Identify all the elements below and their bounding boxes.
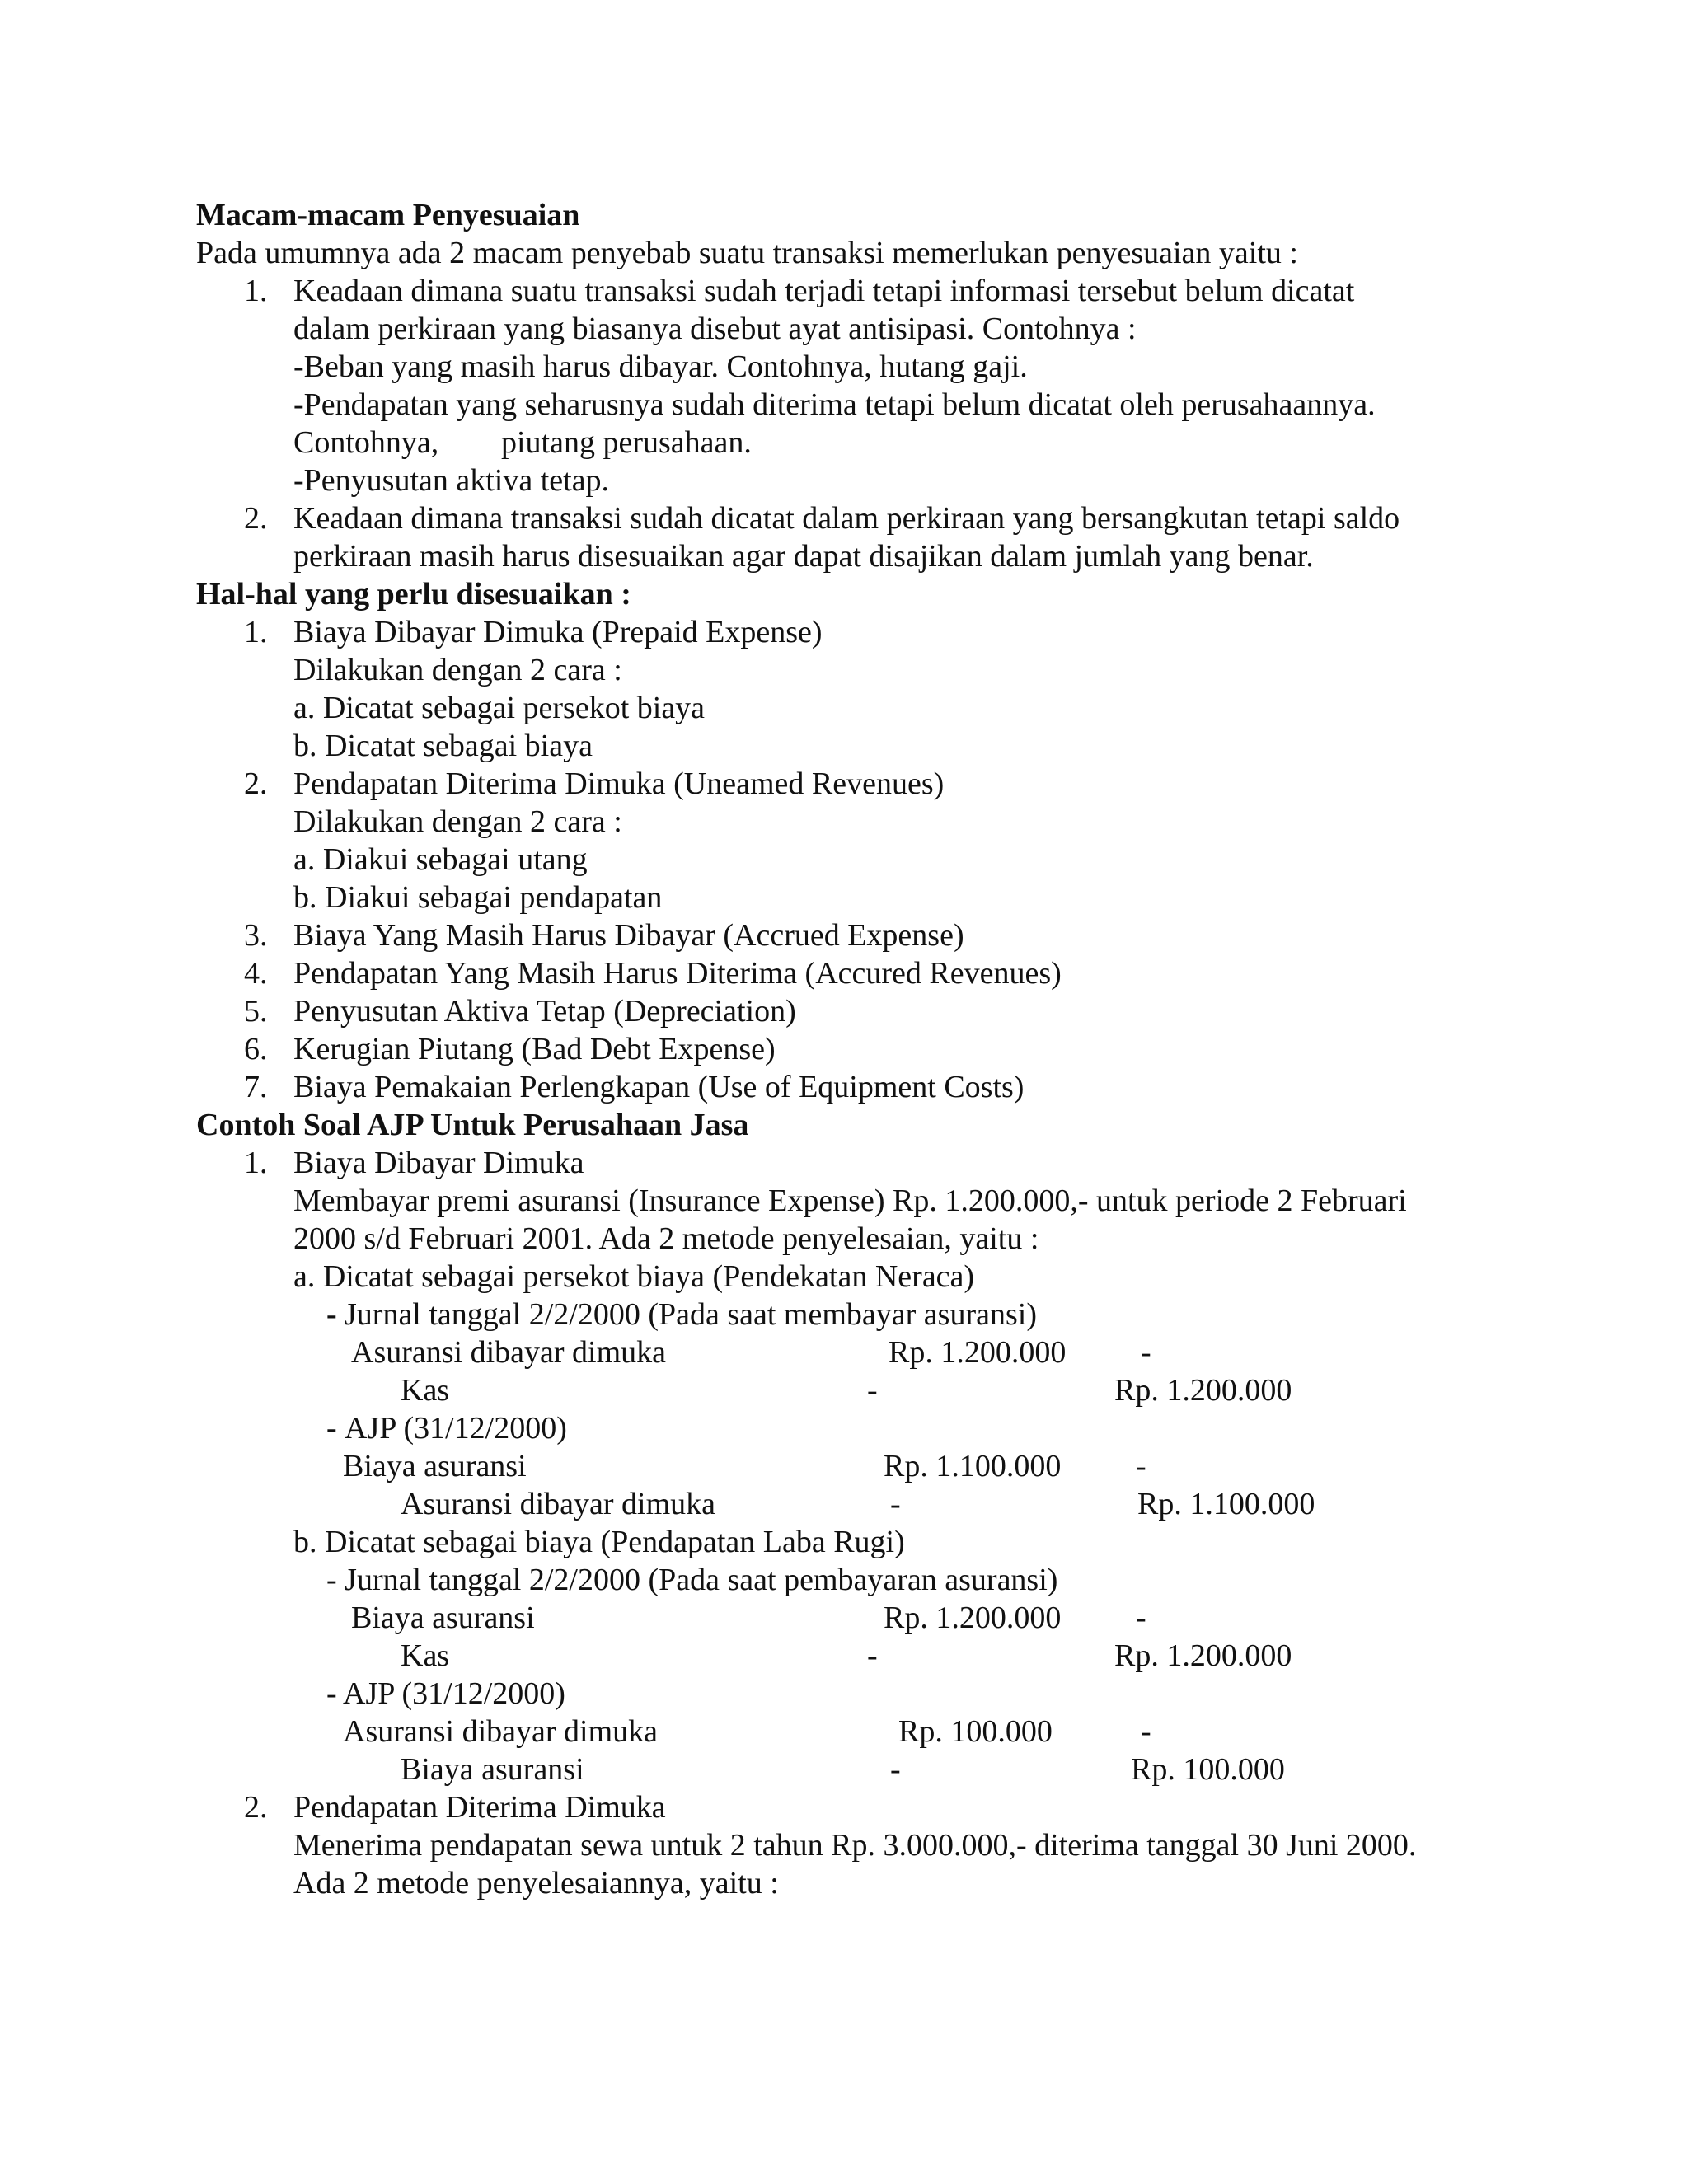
journal-debit: Rp. 1.100.000 [884, 1449, 1062, 1483]
journal-account: Kas [401, 1373, 450, 1408]
list-item-line: -Beban yang masih harus dibayar. Contohnya, hutang gaji. [293, 349, 1028, 384]
journal-account: Biaya asuransi [401, 1752, 584, 1787]
journal-account: Asuransi dibayar dimuka [351, 1335, 667, 1370]
journal-debit: Rp. 1.200.000 [884, 1601, 1062, 1635]
list-item-title: Pendapatan Yang Masih Harus Diterima (Accured Revenues) [293, 956, 1062, 991]
list-number: 2. [244, 1790, 268, 1825]
journal-dash: - [326, 1411, 337, 1446]
journal-credit: - [1136, 1601, 1146, 1635]
journal-credit: - [1136, 1449, 1146, 1483]
journal-account: Biaya asuransi [351, 1601, 535, 1635]
journal-label: AJP (31/12/2000) [345, 1411, 567, 1446]
list-number: 1. [244, 274, 268, 308]
list-number: 1. [244, 1146, 268, 1180]
method-b-title: b. Dicatat sebagai biaya (Pendapatan Laba Rugi) [293, 1525, 905, 1559]
journal-debit: - [867, 1638, 878, 1673]
journal-credit: Rp. 1.200.000 [1114, 1638, 1292, 1673]
method-a-title: a. Dicatat sebagai persekot biaya (Pendekatan Neraca) [293, 1259, 975, 1294]
list-item-title: Biaya Dibayar Dimuka [293, 1146, 584, 1180]
list-item-title: Kerugian Piutang (Bad Debt Expense) [293, 1032, 776, 1066]
example-label: Contohnya, [293, 425, 439, 460]
section-heading-macam-penyesuaian: Macam-macam Penyesuaian [196, 198, 580, 232]
list-number: 4. [244, 956, 268, 991]
example-description: Ada 2 metode penyelesaiannya, yaitu : [293, 1866, 779, 1900]
list-item-line: Keadaan dimana transaksi sudah dicatat dalam perkiraan yang bersangkutan tetapi saldo [293, 501, 1400, 536]
list-item-title: Biaya Yang Masih Harus Dibayar (Accrued Expense) [293, 918, 964, 953]
journal-credit: Rp. 1.200.000 [1114, 1373, 1292, 1408]
list-item-sub: b. Dicatat sebagai biaya [293, 729, 593, 763]
example-value: piutang perusahaan. [501, 425, 752, 460]
list-item-sub: a. Diakui sebagai utang [293, 842, 588, 877]
journal-account: Asuransi dibayar dimuka [343, 1714, 659, 1749]
list-number: 6. [244, 1032, 268, 1066]
journal-account: Biaya asuransi [343, 1449, 527, 1483]
list-item-line: Keadaan dimana suatu transaksi sudah terjadi tetapi informasi tersebut belum dicatat [293, 274, 1355, 308]
journal-label: - Jurnal tanggal 2/2/2000 (Pada saat pembayaran asuransi) [326, 1563, 1058, 1597]
list-number: 7. [244, 1070, 268, 1104]
journal-debit: - [890, 1752, 901, 1787]
journal-credit: Rp. 100.000 [1131, 1752, 1285, 1787]
journal-credit: - [1141, 1335, 1151, 1370]
journal-debit: - [867, 1373, 878, 1408]
list-number: 2. [244, 501, 268, 536]
list-number: 3. [244, 918, 268, 953]
intro-paragraph: Pada umumnya ada 2 macam penyebab suatu transaksi memerlukan penyesuaian yaitu : [196, 236, 1298, 270]
journal-credit: - [1141, 1714, 1151, 1749]
example-description: Menerima pendapatan sewa untuk 2 tahun Rp. 3.000.000,- diterima tanggal 30 Juni 2000. [293, 1828, 1417, 1863]
journal-debit: Rp. 1.200.000 [889, 1335, 1067, 1370]
list-number: 5. [244, 994, 268, 1029]
list-item-line: -Penyusutan aktiva tetap. [293, 463, 610, 498]
journal-credit: Rp. 1.100.000 [1137, 1487, 1315, 1521]
journal-account: Kas [401, 1638, 450, 1673]
section-heading-hal-hal: Hal-hal yang perlu disesuaikan : [196, 577, 631, 612]
section-heading-contoh-soal: Contoh Soal AJP Untuk Perusahaan Jasa [196, 1108, 749, 1142]
list-item-title: Pendapatan Diterima Dimuka [293, 1790, 666, 1825]
list-item-title: Biaya Dibayar Dimuka (Prepaid Expense) [293, 615, 823, 649]
list-item-line: -Pendapatan yang seharusnya sudah diterima tetapi belum dicatat oleh perusahaannya. [293, 387, 1376, 422]
list-item-title: Biaya Pemakaian Perlengkapan (Use of Equipment Costs) [293, 1070, 1025, 1104]
list-item-line: perkiraan masih harus disesuaikan agar dapat disajikan dalam jumlah yang benar. [293, 539, 1314, 574]
list-item-line: dalam perkiraan yang biasanya disebut ayat antisipasi. Contohnya : [293, 312, 1137, 346]
journal-debit: - [890, 1487, 901, 1521]
journal-label: - AJP (31/12/2000) [326, 1676, 565, 1711]
list-item-sub: b. Diakui sebagai pendapatan [293, 880, 663, 915]
journal-account: Asuransi dibayar dimuka [401, 1487, 716, 1521]
list-item-sub: Dilakukan dengan 2 cara : [293, 804, 622, 839]
list-item-title: Pendapatan Diterima Dimuka (Uneamed Revenues) [293, 766, 945, 801]
journal-label: Jurnal tanggal 2/2/2000 (Pada saat membayar asuransi) [345, 1297, 1037, 1332]
example-description: 2000 s/d Februari 2001. Ada 2 metode penyelesaian, yaitu : [293, 1221, 1039, 1256]
list-item-sub: a. Dicatat sebagai persekot biaya [293, 691, 706, 725]
list-number: 2. [244, 766, 268, 801]
example-description: Membayar premi asuransi (Insurance Expense) Rp. 1.200.000,- untuk periode 2 Februari [293, 1183, 1407, 1218]
list-item-sub: Dilakukan dengan 2 cara : [293, 653, 622, 687]
journal-dash: - [326, 1297, 337, 1332]
list-number: 1. [244, 615, 268, 649]
journal-debit: Rp. 100.000 [898, 1714, 1053, 1749]
list-item-title: Penyusutan Aktiva Tetap (Depreciation) [293, 994, 796, 1029]
